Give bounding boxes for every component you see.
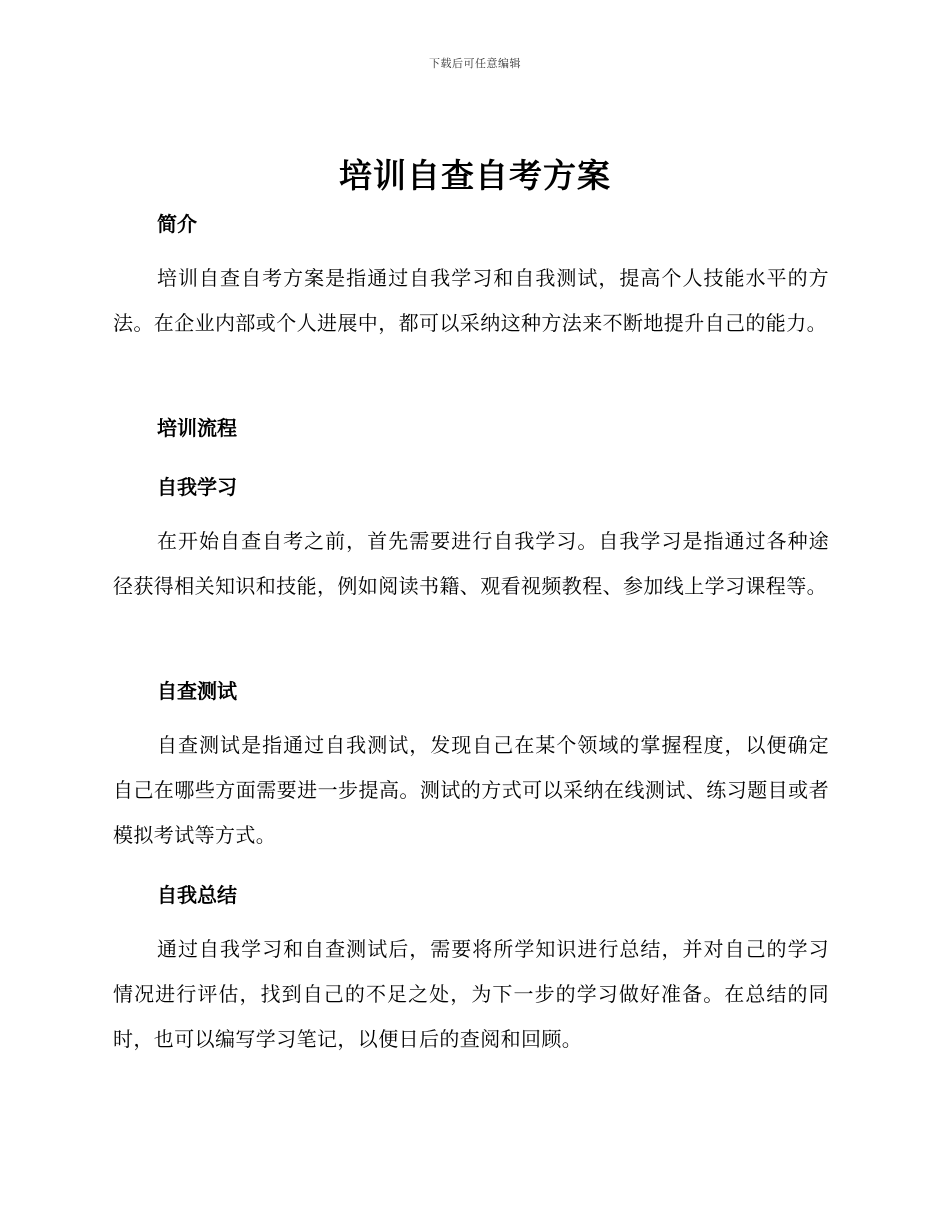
- header-note: 下载后可任意编辑: [429, 57, 521, 70]
- section-heading-self-summary: 自我总结: [157, 883, 237, 907]
- document-title: 培训自查自考方案: [339, 156, 611, 195]
- section-heading-intro: 简介: [157, 212, 197, 236]
- paragraph-self-test: 自查测试是指通过自我测试，发现自己在某个领域的掌握程度，以便确定自己在哪些方面需要进一步提高。测试的方式可以采纳在线测试、练习题目或者模拟考试等方式。: [113, 733, 829, 847]
- paragraph-self-study: 在开始自查自考之前，首先需要进行自我学习。自我学习是指通过各种途径获得相关知识和技能，例如阅读书籍、观看视频教程、参加线上学习课程等。: [113, 529, 829, 598]
- section-heading-self-study: 自我学习: [157, 475, 237, 499]
- section-heading-process: 培训流程: [157, 416, 237, 440]
- section-heading-self-test: 自查测试: [157, 679, 237, 703]
- paragraph-intro: 培训自查自考方案是指通过自我学习和自我测试，提高个人技能水平的方法。在企业内部或个人进展中，都可以采纳这种方法来不断地提升自己的能力。: [113, 266, 829, 335]
- paragraph-self-summary: 通过自我学习和自查测试后，需要将所学知识进行总结，并对自己的学习情况进行评估，找到自己的不足之处，为下一步的学习做好准备。在总结的同时，也可以编写学习笔记，以便日后的查阅和回顾。: [113, 937, 829, 1051]
